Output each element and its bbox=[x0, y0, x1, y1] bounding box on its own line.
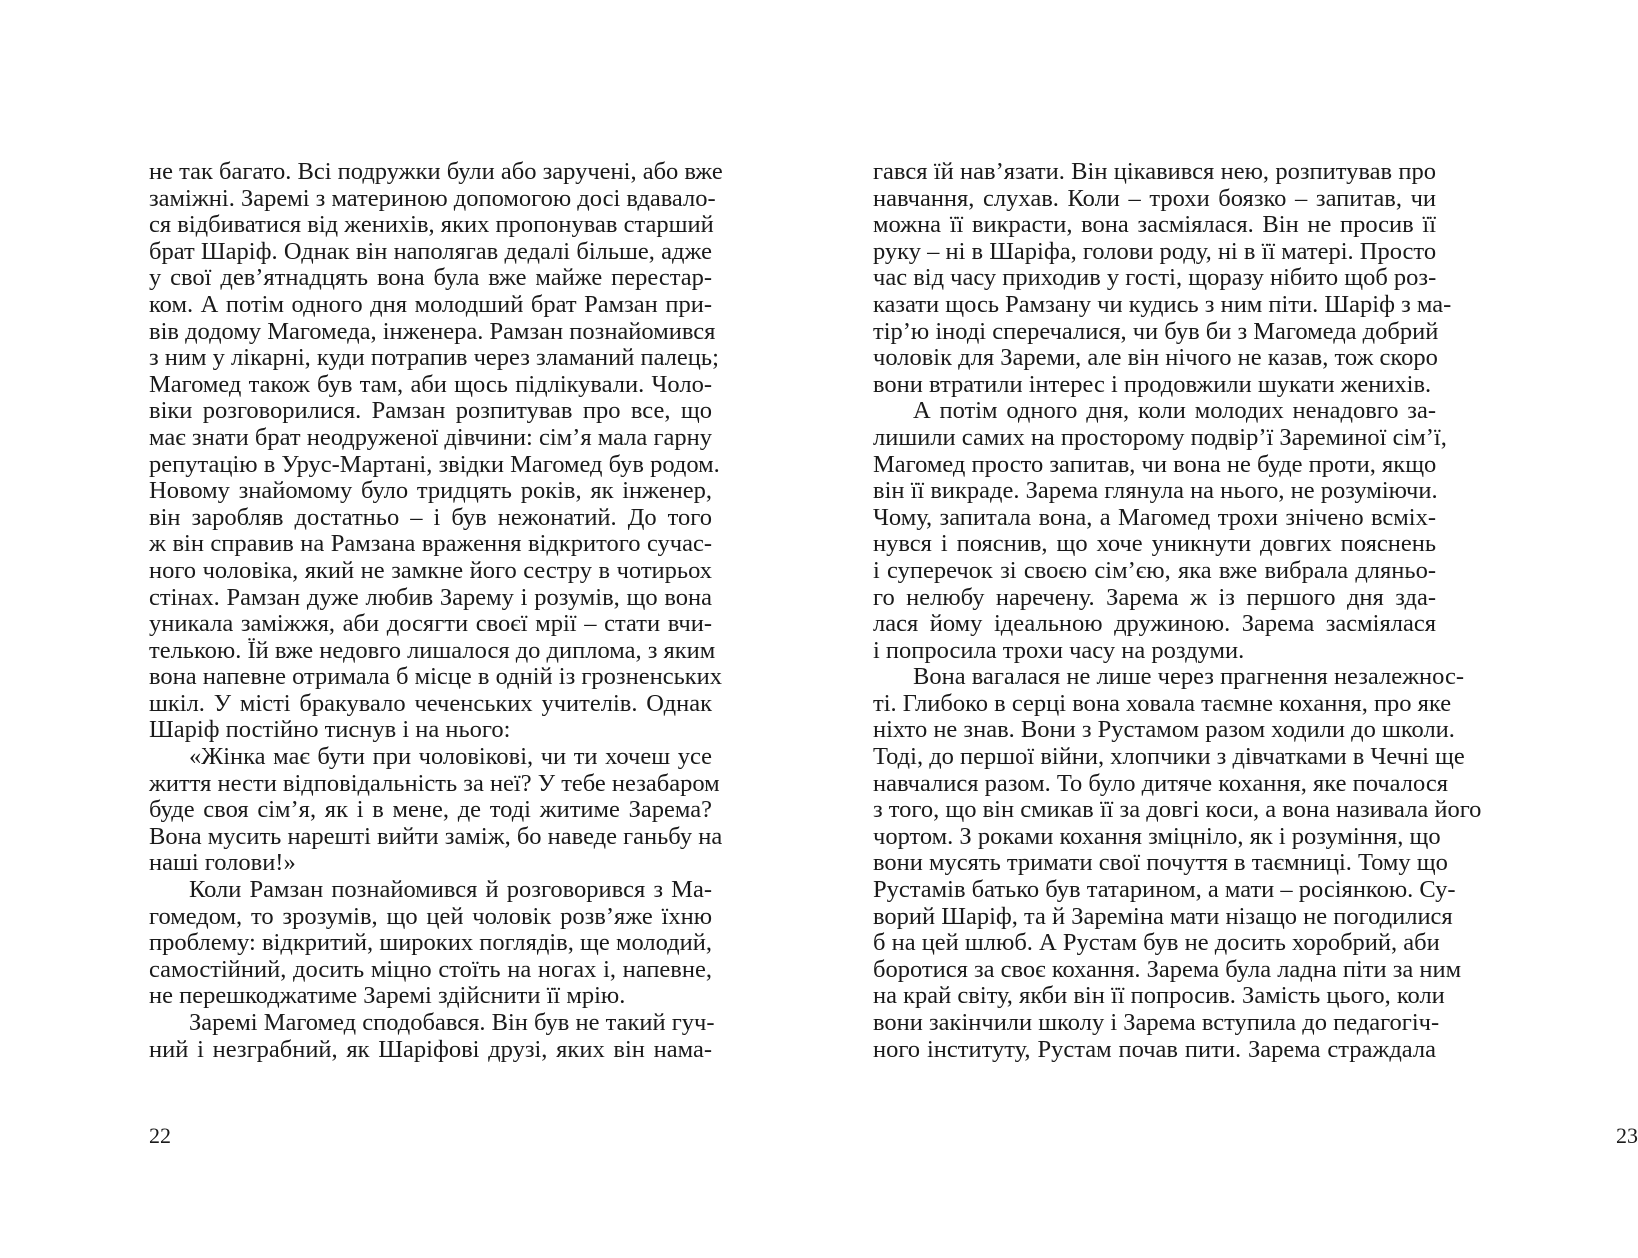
text-line: вони втратили інтерес і продовжили шукати женихів. bbox=[873, 370, 1432, 398]
text-line: «Жінка має бути при чоловікові, чи ти хочеш усе bbox=[189, 743, 712, 771]
text-line: ж він справив на Рамзана враження відкритого сучас- bbox=[149, 530, 712, 558]
text-line: нувся і пояснив, що хоче уникнути довгих пояснень bbox=[873, 530, 1436, 558]
text-line: віки розговорилися. Рамзан розпитував про все, що bbox=[149, 397, 712, 425]
text-line: ніхто не знав. Вони з Рустамом разом ходили до школи. bbox=[873, 716, 1455, 744]
right-page-number: 23 bbox=[1616, 1123, 1638, 1148]
text-line: ті. Глибоко в серці вона ховала таємне кохання, про яке bbox=[873, 689, 1452, 717]
text-line: го нелюбу наречену. Зарема ж із першого дня зда- bbox=[873, 583, 1436, 611]
text-line: час від часу приходив у гості, щоразу нібито щоб роз- bbox=[873, 264, 1437, 292]
text-line: уникала заміжжя, аби досягти своєї мрії – стати вчи- bbox=[149, 610, 712, 638]
text-line: Чому, запитала вона, а Магомед трохи знічено всміх- bbox=[873, 503, 1436, 531]
text-line: Тоді, до першої війни, хлопчики з дівчатками в Чечні ще bbox=[873, 743, 1465, 771]
text-line: він її викраде. Зарема глянула на нього, не розуміючи. bbox=[873, 477, 1438, 505]
text-line: гався їй нав’язати. Він цікавився нею, розпитував про bbox=[873, 158, 1436, 185]
left-page-number: 22 bbox=[149, 1123, 171, 1148]
text-line: ного чоловіка, який не замкне його сестру в чотирьох bbox=[149, 556, 712, 584]
text-line: вони мусять тримати свої почуття в таємниці. Тому що bbox=[873, 849, 1448, 877]
text-line: Вона мусить нарешті вийти заміж, бо наведе ганьбу на bbox=[149, 822, 723, 850]
text-line: шкіл. У місті бракувало чеченських учителів. Однак bbox=[149, 689, 712, 717]
text-line: не так багато. Всі подружки були або заручені, або вже bbox=[149, 158, 723, 185]
text-line: вони закінчили школу і Зарема вступила до педагогіч- bbox=[873, 1009, 1440, 1036]
text-line: на край світу, якби він її попросив. Замість цього, коли bbox=[873, 982, 1445, 1010]
text-line: гомедом, то зрозумів, що цей чоловік розв’яже їхню bbox=[149, 902, 712, 930]
left-page-text bbox=[149, 158, 723, 1063]
text-line: боротися за своє кохання. Зарема була ладна піти за ним bbox=[873, 955, 1462, 983]
text-line: ворий Шаріф, та й Зареміна мати нізащо не погодилися bbox=[873, 902, 1453, 930]
text-line: Коли Рамзан познайомився й розговорився з Ма- bbox=[189, 876, 712, 904]
text-line: наші голови!» bbox=[149, 849, 296, 877]
text-line: у свої дев’ятнадцять вона була вже майже перестар- bbox=[149, 264, 712, 292]
text-line: має знати брат неодруженої дівчини: сім’я мала гарну bbox=[149, 423, 712, 451]
text-line: можна її викрасти, вона засміялася. Він не просив її bbox=[873, 211, 1436, 239]
text-line: ся відбиватися від женихів, яких пропонував старший bbox=[149, 211, 714, 239]
text-line: казати щось Рамзану чи кудись з ним піти. Шаріф з ма- bbox=[873, 290, 1452, 318]
text-line: Рустамів батько був татарином, а мати – росіянкою. Су- bbox=[873, 876, 1456, 904]
text-line: ний і незграбний, як Шаріфові друзі, яких він нама- bbox=[149, 1035, 712, 1063]
text-line: навчання, слухав. Коли – трохи боязко – запитав, чи bbox=[873, 184, 1436, 212]
text-line: Заремі Магомед сподобався. Він був не такий гуч- bbox=[189, 1009, 715, 1036]
text-line: вона напевне отримала б місце в одній із грозненських bbox=[149, 663, 723, 691]
text-line: тір’ю іноді сперечалися, чи був би з Магомеда добрий bbox=[873, 317, 1439, 345]
text-line: Магомед також був там, аби щось підлікували. Чоло- bbox=[149, 370, 712, 398]
text-line: буде своя сім’я, як і в мене, де тоді житиме Зарема? bbox=[149, 796, 712, 824]
text-line: репутацію в Урус-Мартані, звідки Магомед був родом. bbox=[149, 450, 720, 478]
text-line: і суперечок зі своєю сім’єю, яка вже вибрала дляньо- bbox=[873, 556, 1436, 584]
text-line: проблему: відкритий, широких поглядів, ще молодий, bbox=[149, 929, 712, 957]
text-line: він заробляв достатньо – і був нежонатий. До того bbox=[149, 503, 712, 531]
text-line: не перешкоджатиме Заремі здійснити її мрію. bbox=[149, 982, 626, 1010]
text-line: життя нести відповідальність за неї? У тебе незабаром bbox=[149, 769, 720, 797]
text-line: Новому знайомому було тридцять років, як інженер, bbox=[149, 477, 712, 505]
text-line: ком. А потім одного дня молодший брат Рамзан при- bbox=[149, 290, 712, 318]
text-line: чоловік для Зареми, але він нічого не казав, тож скоро bbox=[873, 344, 1438, 372]
text-line: з того, що він смикав її за довгі коси, а вона називала його bbox=[873, 796, 1482, 824]
left-page bbox=[0, 0, 797, 1258]
text-line: А потім одного дня, коли молодих ненадовго за- bbox=[913, 397, 1436, 425]
text-line: б на цей шлюб. А Рустам був не досить хоробрий, аби bbox=[873, 929, 1440, 957]
text-line: з ним у лікарні, куди потрапив через зламаний палець; bbox=[149, 344, 719, 372]
text-line: і попросила трохи часу на роздуми. bbox=[873, 636, 1245, 664]
right-page bbox=[797, 0, 1638, 1258]
text-line: самостійний, досить міцно стоїть на ногах і, напевне, bbox=[149, 955, 712, 983]
text-line: стінах. Рамзан дуже любив Зарему і розумів, що вона bbox=[149, 583, 712, 611]
text-line: заміжні. Заремі з материною допомогою досі вдавало- bbox=[149, 184, 716, 212]
text-line: чортом. З роками кохання зміцніло, як і розуміння, що bbox=[873, 822, 1441, 850]
text-line: лишили самих на просторому подвір’ї Зареминої сім’ї, bbox=[873, 423, 1447, 451]
text-line: навчалися разом. То було дитяче кохання, яке почалося bbox=[873, 769, 1448, 797]
text-line: брат Шаріф. Однак він наполягав дедалі більше, адже bbox=[149, 237, 712, 265]
text-line: телькою. Їй вже недовго лишалося до диплома, з яким bbox=[149, 636, 716, 664]
right-page-text bbox=[873, 158, 1482, 1063]
text-line: ного інституту, Рустам почав пити. Зарема страждала bbox=[873, 1035, 1436, 1063]
text-line: руку – ні в Шаріфа, голови роду, ні в її матері. Просто bbox=[873, 237, 1437, 265]
text-line: лася йому ідеальною дружиною. Зарема засміялася bbox=[873, 610, 1436, 638]
text-line: Шаріф постійно тиснув і на нього: bbox=[149, 716, 511, 744]
text-line: Вона вагалася не лише через прагнення незалежнос- bbox=[913, 663, 1465, 691]
text-line: вів додому Магомеда, інженера. Рамзан познайомився bbox=[149, 317, 716, 345]
text-line: Магомед просто запитав, чи вона не буде проти, якщо bbox=[873, 450, 1437, 478]
